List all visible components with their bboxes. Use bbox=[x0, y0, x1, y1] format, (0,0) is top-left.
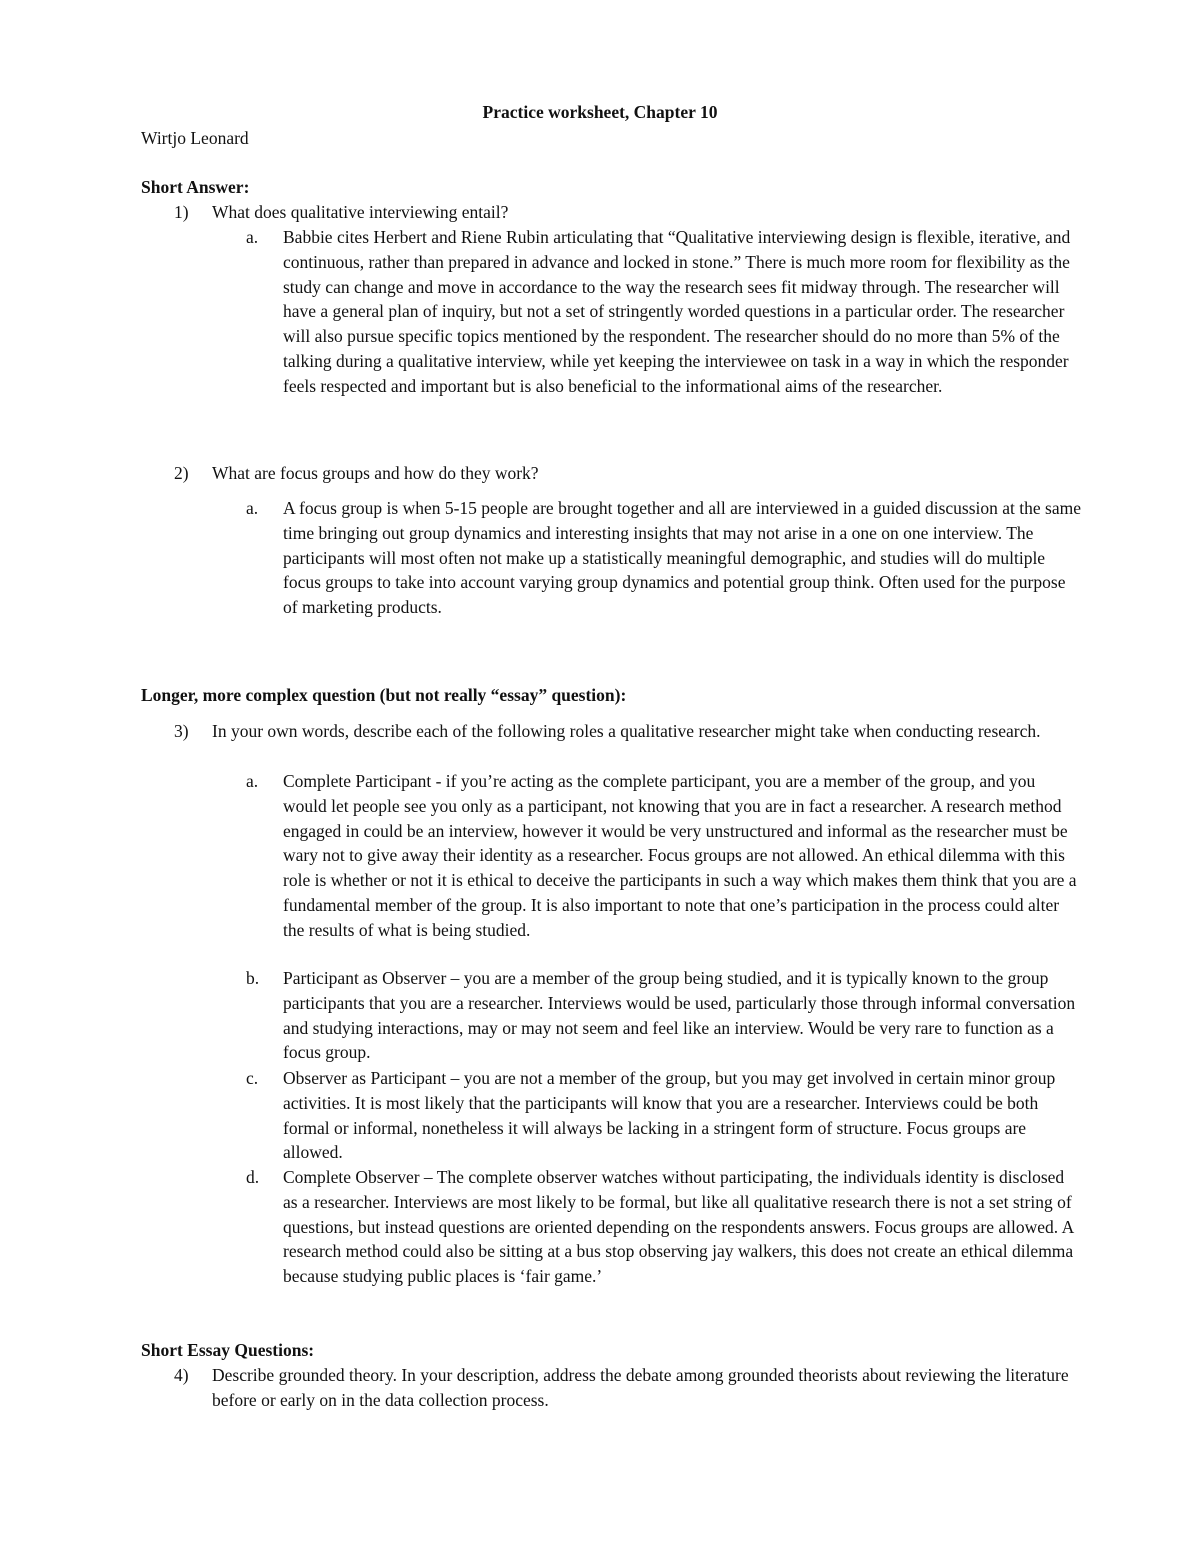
answer-letter: c. bbox=[246, 1068, 259, 1088]
section-heading-short-answer: Short Answer: bbox=[141, 177, 250, 197]
answer-text: Complete Participant - if you’re acting as the complete participant, you are a member of the group, and you would let people see you only as a participant, not knowing that you are in fact a researcher. A research method engaged in could be an interview, however it would be very unstructured and informal as the researcher must be wary not to give away their identity as a researcher. Focus groups are not allowed. An ethical dilemma with this role is whether or not it is ethical to deceive the participants in such a way which makes them think that you are a fundamental member of the group. It is also important to note that one’s participation in the process could alter the results of what is being studied. bbox=[283, 771, 1077, 940]
answer-text: Complete Observer – The complete observer watches without participating, the individuals identity is disclosed as a researcher. Interviews are most likely to be formal, but like all qualitative research there is not a set string of questions, but instead questions are oriented depending on the respondents answers. Focus groups are allowed. A research method could also be sitting at a bus stop observing jay walkers, this does not create an ethical dilemma because studying public places is ‘fair game.’ bbox=[283, 1167, 1074, 1287]
answer-text: Observer as Participant – you are not a member of the group, but you may get involved in certain minor group activities. It is most likely that the participants will know that you are a researcher. Interviews could be both formal or informal, nonetheless it will always be lacking in a stringent form of structure. Focus groups are allowed. bbox=[283, 1068, 1056, 1163]
answer-letter: b. bbox=[246, 968, 260, 988]
question-text: Describe grounded theory. In your description, address the debate among grounded theorists about reviewing the literature before or early on in the data collection process. bbox=[212, 1365, 1069, 1410]
question-text: What does qualitative interviewing entail? bbox=[212, 202, 509, 222]
question-text: What are focus groups and how do they work? bbox=[212, 463, 539, 483]
question-number: 1) bbox=[174, 202, 189, 222]
question-text: In your own words, describe each of the following roles a qualitative researcher might take when conducting research. bbox=[212, 721, 1041, 741]
answer-text: A focus group is when 5-15 people are brought together and all are interviewed in a guided discussion at the same time bringing out group dynamics and interesting insights that may not arise in a one on one interview. The participants will most often not make up a statistically meaningful demographic, and studies will do multiple focus groups to take into account varying group dynamics and potential group think. Often used for the purpose of marketing products. bbox=[283, 498, 1081, 618]
section-heading-short-essay: Short Essay Questions: bbox=[141, 1340, 315, 1360]
section-heading-longer-question: Longer, more complex question (but not really “essay” question): bbox=[141, 685, 627, 705]
answer-text: Babbie cites Herbert and Riene Rubin articulating that “Qualitative interviewing design is flexible, iterative, and continuous, rather than prepared in advance and locked in stone.” There is much more room for flexibility as the study can change and move in accordance to the way the research sees fit midway through. The researcher will have a general plan of inquiry, but not a set of stringently worded questions in a particular order. The researcher will also pursue specific topics mentioned by the respondent. The researcher should do no more than 5% of the talking during a qualitative interview, while yet keeping the interviewee on task in a way in which the responder feels respected and important but is also beneficial to the informational aims of the researcher. bbox=[283, 227, 1071, 396]
answer-letter: a. bbox=[246, 498, 259, 518]
answer-letter: a. bbox=[246, 771, 259, 791]
answer-letter: a. bbox=[246, 227, 259, 247]
author-name: Wirtjo Leonard bbox=[141, 128, 249, 148]
answer-text: Participant as Observer – you are a member of the group being studied, and it is typically known to the group participants that you are a researcher. Interviews would be used, particularly those through informal conversation and studying interactions, may or may not seem and feel like an interview. Would be very rare to function as a focus group. bbox=[283, 968, 1076, 1063]
question-number: 4) bbox=[174, 1365, 189, 1385]
answer-letter: d. bbox=[246, 1167, 260, 1187]
question-number: 3) bbox=[174, 721, 189, 741]
document-title: Practice worksheet, Chapter 10 bbox=[482, 102, 718, 122]
question-number: 2) bbox=[174, 463, 189, 483]
